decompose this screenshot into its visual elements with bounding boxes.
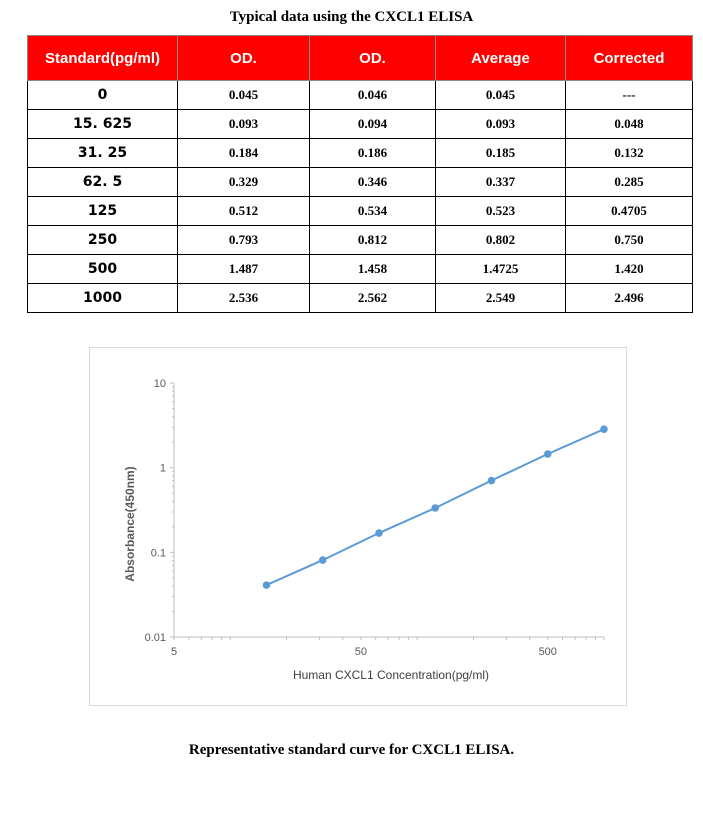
header-standard: Standard(pg/ml) xyxy=(28,36,178,81)
cell-average: 0.185 xyxy=(436,139,566,168)
cell-od-1: 1.487 xyxy=(178,255,310,284)
cell-average: 0.093 xyxy=(436,110,566,139)
data-point xyxy=(544,450,552,458)
cell-od-1: 0.093 xyxy=(178,110,310,139)
cell-average: 0.523 xyxy=(436,197,566,226)
cell-od-2: 0.534 xyxy=(310,197,436,226)
header-od-1: OD. xyxy=(178,36,310,81)
cell-corrected: --- xyxy=(566,81,693,110)
cell-od-1: 0.329 xyxy=(178,168,310,197)
table-row xyxy=(28,139,693,168)
table-title: Typical data using the CXCL1 ELISA xyxy=(229,9,474,25)
cell-od-2: 0.186 xyxy=(310,139,436,168)
cell-od-2: 0.094 xyxy=(310,110,436,139)
x-tick-label: 500 xyxy=(538,646,557,658)
cell-average: 1.4725 xyxy=(436,255,566,284)
chart-frame xyxy=(89,347,627,706)
cell-corrected: 0.048 xyxy=(566,110,693,139)
cell-standard: 0 xyxy=(28,81,178,110)
cell-corrected: 2.496 xyxy=(566,284,693,313)
cell-od-2: 0.046 xyxy=(310,81,436,110)
cell-od-2: 1.458 xyxy=(310,255,436,284)
cell-corrected: 0.4705 xyxy=(566,197,693,226)
cell-average: 0.802 xyxy=(436,226,566,255)
cell-corrected: 0.750 xyxy=(566,226,693,255)
cell-od-1: 0.793 xyxy=(178,226,310,255)
data-point xyxy=(263,581,271,589)
cell-od-1: 0.184 xyxy=(178,139,310,168)
header-average: Average xyxy=(436,36,566,81)
cell-standard: 15. 625 xyxy=(28,110,178,139)
table-row xyxy=(28,255,693,284)
table-row xyxy=(28,168,693,197)
cell-average: 2.549 xyxy=(436,284,566,313)
y-axis-title: Absorbance(450nm) xyxy=(123,466,137,582)
table-row xyxy=(28,110,693,139)
cell-average: 0.045 xyxy=(436,81,566,110)
cell-od-1: 0.512 xyxy=(178,197,310,226)
cell-od-1: 0.045 xyxy=(178,81,310,110)
cell-od-1: 2.536 xyxy=(178,284,310,313)
y-tick-label: 0.01 xyxy=(144,632,166,644)
data-point xyxy=(600,425,608,433)
data-point xyxy=(431,504,439,512)
y-tick-label: 1 xyxy=(159,462,166,475)
x-tick-label: 50 xyxy=(354,646,367,658)
cell-od-2: 0.812 xyxy=(310,226,436,255)
x-axis-title: Human CXCL1 Concentration(pg/ml) xyxy=(292,668,490,682)
cell-corrected: 1.420 xyxy=(566,255,693,284)
header-corrected: Corrected xyxy=(566,36,693,81)
cell-standard: 250 xyxy=(28,226,178,255)
y-tick-label: 0.1 xyxy=(150,547,166,560)
cell-standard: 500 xyxy=(28,255,178,284)
cell-od-2: 0.346 xyxy=(310,168,436,197)
figure-caption: Representative standard curve for CXCL1 ELISA. xyxy=(188,742,515,758)
table-row xyxy=(28,81,693,110)
standard-curve-chart xyxy=(90,348,628,707)
cell-od-2: 2.562 xyxy=(310,284,436,313)
x-tick-label: 5 xyxy=(170,646,178,658)
y-tick-label: 10 xyxy=(153,378,166,390)
data-point xyxy=(375,529,383,537)
table-row xyxy=(28,197,693,226)
cell-corrected: 0.132 xyxy=(566,139,693,168)
table-header-row xyxy=(28,36,693,81)
cell-standard: 1000 xyxy=(28,284,178,313)
cell-corrected: 0.285 xyxy=(566,168,693,197)
cell-average: 0.337 xyxy=(436,168,566,197)
table-row xyxy=(28,284,693,313)
header-od-2: OD. xyxy=(310,36,436,81)
data-point xyxy=(488,477,496,485)
cell-standard: 31. 25 xyxy=(28,139,178,168)
cell-standard: 62. 5 xyxy=(28,168,178,197)
data-table xyxy=(27,35,693,313)
cell-standard: 125 xyxy=(28,197,178,226)
table-row xyxy=(28,226,693,255)
data-point xyxy=(319,556,327,564)
